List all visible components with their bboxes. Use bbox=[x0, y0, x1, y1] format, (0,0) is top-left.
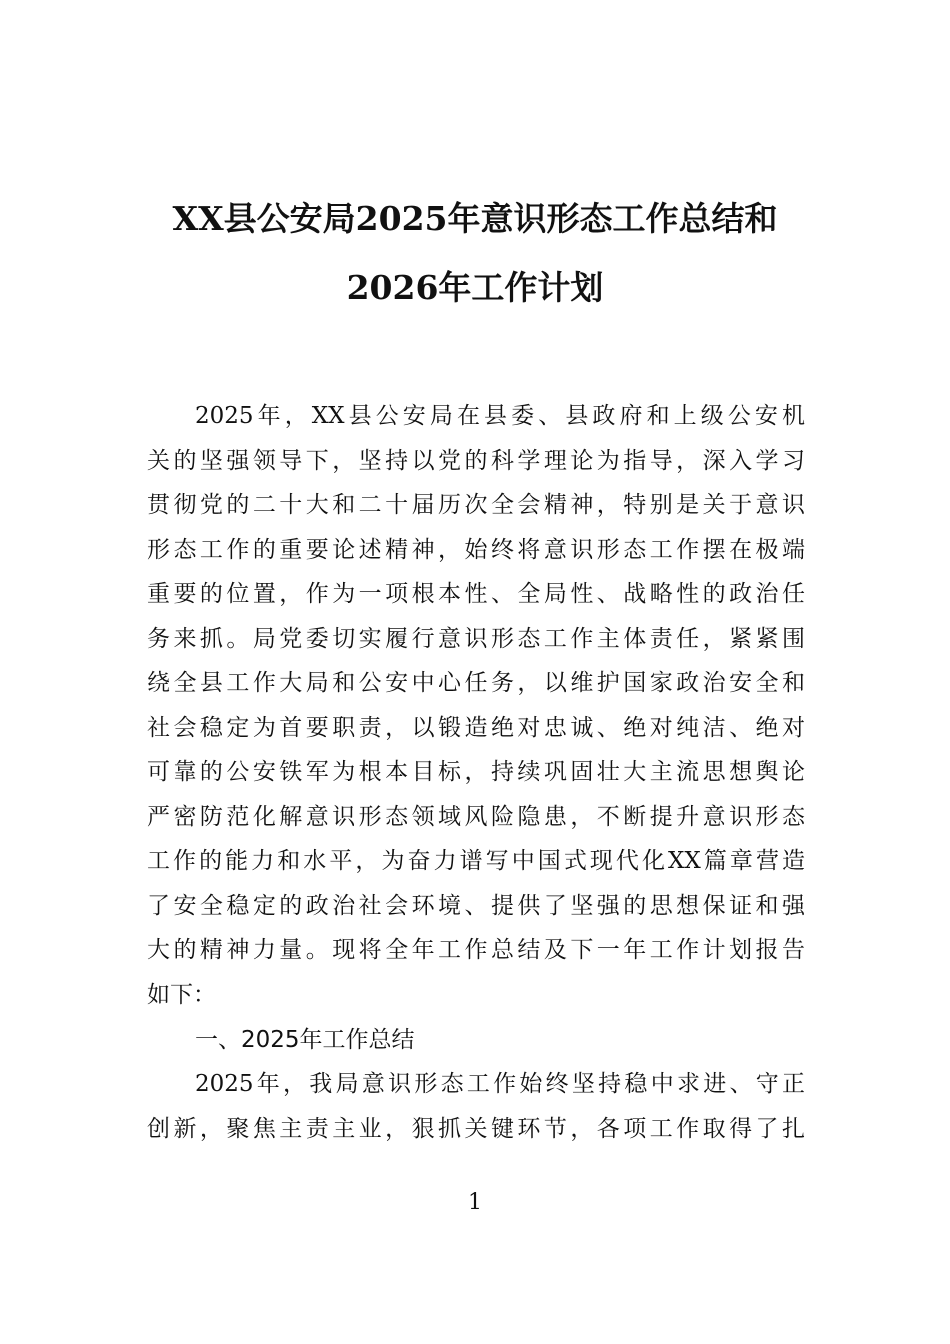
section-heading-work-summary: 一、2025年工作总结 bbox=[195, 1027, 415, 1053]
intro-line-13: 大的精神力量。现将全年工作总结及下一年工作计划报告 bbox=[147, 937, 805, 963]
intro-line-5: 重要的位置，作为一项根本性、全局性、战略性的政治任 bbox=[147, 581, 805, 607]
intro-line-9: 可靠的公安铁军为根本目标，持续巩固壮大主流思想舆论 bbox=[147, 759, 805, 785]
intro-line-4: 形态工作的重要论述精神，始终将意识形态工作摆在极端 bbox=[147, 537, 805, 563]
document-title-line-2: 2026年工作计划 bbox=[346, 268, 604, 307]
intro-line-14: 如下： bbox=[147, 982, 216, 1008]
intro-line-2: 关的坚强领导下，坚持以党的科学理论为指导，深入学习 bbox=[147, 448, 805, 474]
intro-line-11: 工作的能力和水平，为奋力谱写中国式现代化XX篇章营造 bbox=[147, 848, 805, 874]
intro-line-3: 贯彻党的二十大和二十届历次全会精神，特别是关于意识 bbox=[147, 492, 805, 518]
intro-line-12: 了安全稳定的政治社会环境、提供了坚强的思想保证和强 bbox=[147, 893, 805, 919]
section1-line-1: 2025年，我局意识形态工作始终坚持稳中求进、守正 bbox=[195, 1071, 805, 1097]
intro-line-8: 社会稳定为首要职责，以锻造绝对忠诚、绝对纯洁、绝对 bbox=[147, 715, 805, 741]
section1-line-2: 创新，聚焦主责主业，狠抓关键环节，各项工作取得了扎 bbox=[147, 1116, 805, 1142]
intro-line-10: 严密防范化解意识形态领域风险隐患，不断提升意识形态 bbox=[147, 804, 805, 830]
document-title-line-1: XX县公安局2025年意识形态工作总结和 bbox=[172, 199, 778, 238]
intro-line-7: 绕全县工作大局和公安中心任务，以维护国家政治安全和 bbox=[147, 670, 805, 696]
intro-line-1: 2025年，XX县公安局在县委、县政府和上级公安机 bbox=[195, 403, 805, 429]
intro-line-6: 务来抓。局党委切实履行意识形态工作主体责任，紧紧围 bbox=[147, 626, 805, 652]
page-number: 1 bbox=[468, 1190, 482, 1215]
